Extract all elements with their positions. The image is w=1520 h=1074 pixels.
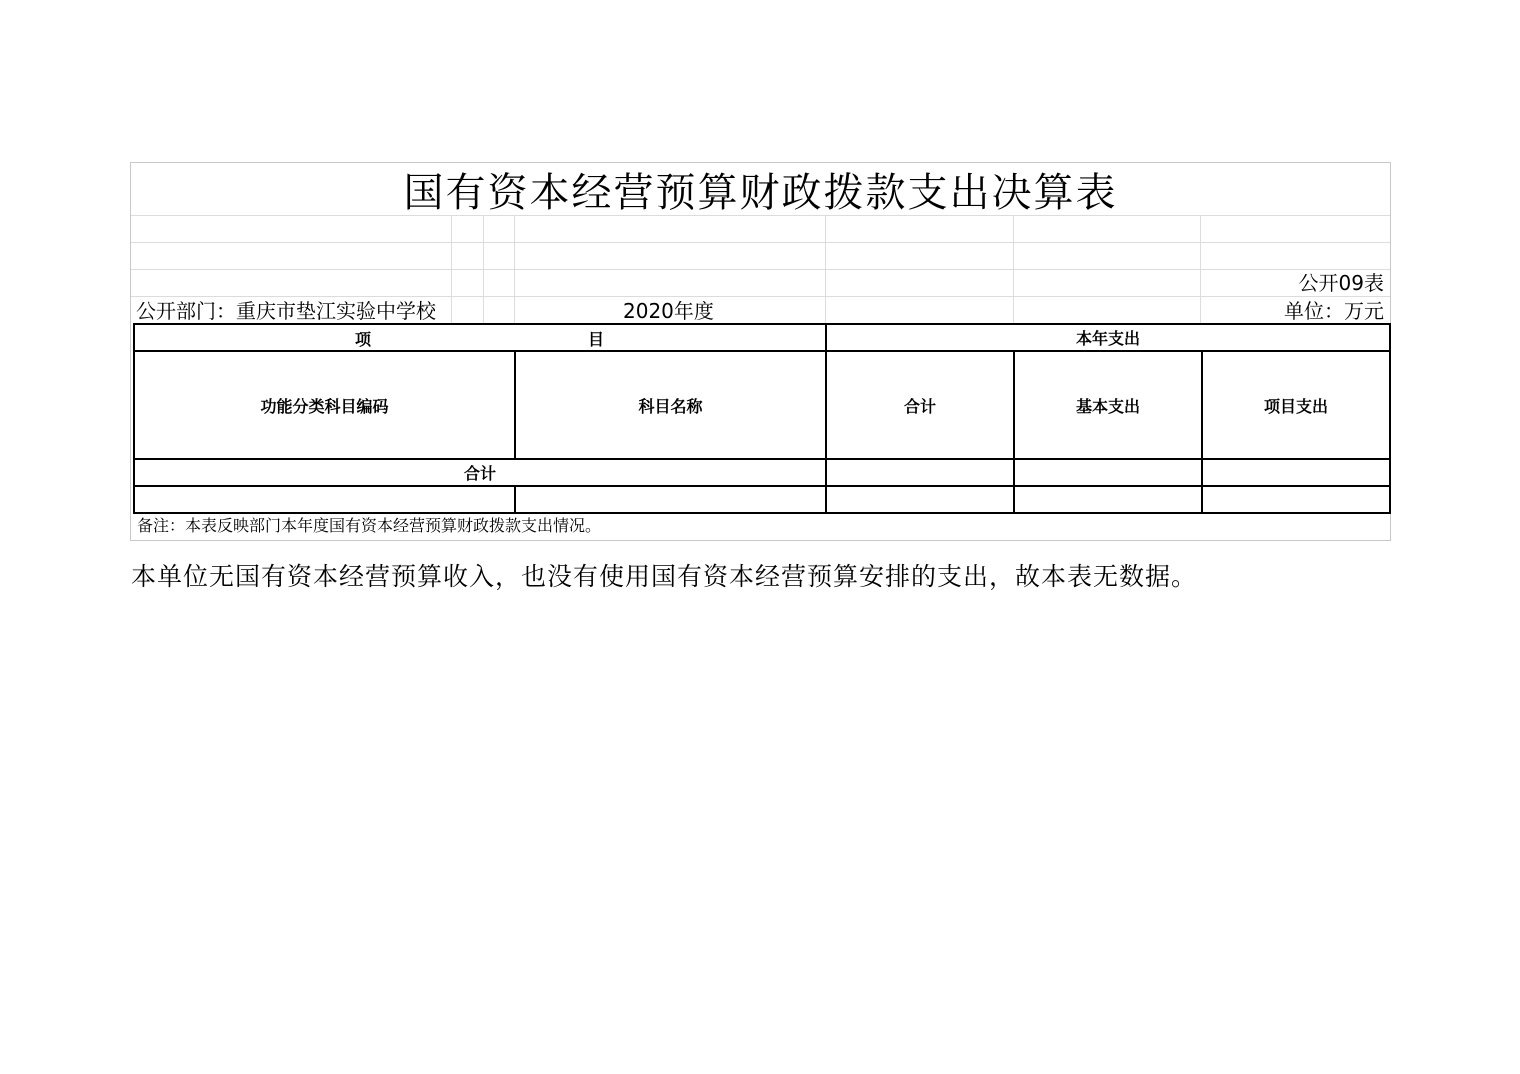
table-note: 备注：本表反映部门本年度国有资本经营预算财政拨款支出情况。 [137,516,602,535]
gridline [483,215,484,323]
table-title: 国有资本经营预算财政拨款支出决算表 [403,170,1118,216]
total-cell [826,459,1014,486]
gridline [131,296,1390,297]
project-cell [1202,459,1390,486]
col-header-code: 功能分类科目编码 [134,351,515,459]
gridline [825,215,826,323]
gridline [451,215,452,323]
spreadsheet-area [130,162,1391,541]
gridline [131,242,1390,243]
unit-label: 单位：万元 [1284,299,1384,323]
col-header-total: 合计 [826,351,1014,459]
name-cell [515,486,826,513]
gridline [1200,215,1201,323]
department-label: 公开部门：重庆市垫江实验中学校 [136,299,436,323]
table-header-row [134,324,1390,351]
gridline [1013,215,1014,323]
item-header [134,324,826,351]
expense-table [133,323,1391,514]
total-row [134,459,1390,486]
table-subheader-row [134,351,1390,459]
project-cell [1202,486,1390,513]
total-cell [826,486,1014,513]
fiscal-year: 2020年度 [623,299,714,323]
gridline [131,269,1390,270]
col-header-project: 项目支出 [1202,351,1390,459]
table-row [134,486,1390,513]
col-header-basic: 基本支出 [1014,351,1202,459]
current-year-expense-header: 本年支出 [826,324,1390,351]
total-row-label: 合计 [134,459,826,486]
table-code: 公开09表 [1298,271,1384,295]
gridline [514,215,515,323]
code-cell [134,486,515,513]
item-header-left: 项 [355,330,372,349]
item-header-right: 目 [588,330,605,349]
col-header-name: 科目名称 [515,351,826,459]
basic-cell [1014,486,1202,513]
no-data-statement: 本单位无国有资本经营预算收入，也没有使用国有资本经营预算安排的支出，故本表无数据。 [131,562,1198,591]
basic-cell [1014,459,1202,486]
